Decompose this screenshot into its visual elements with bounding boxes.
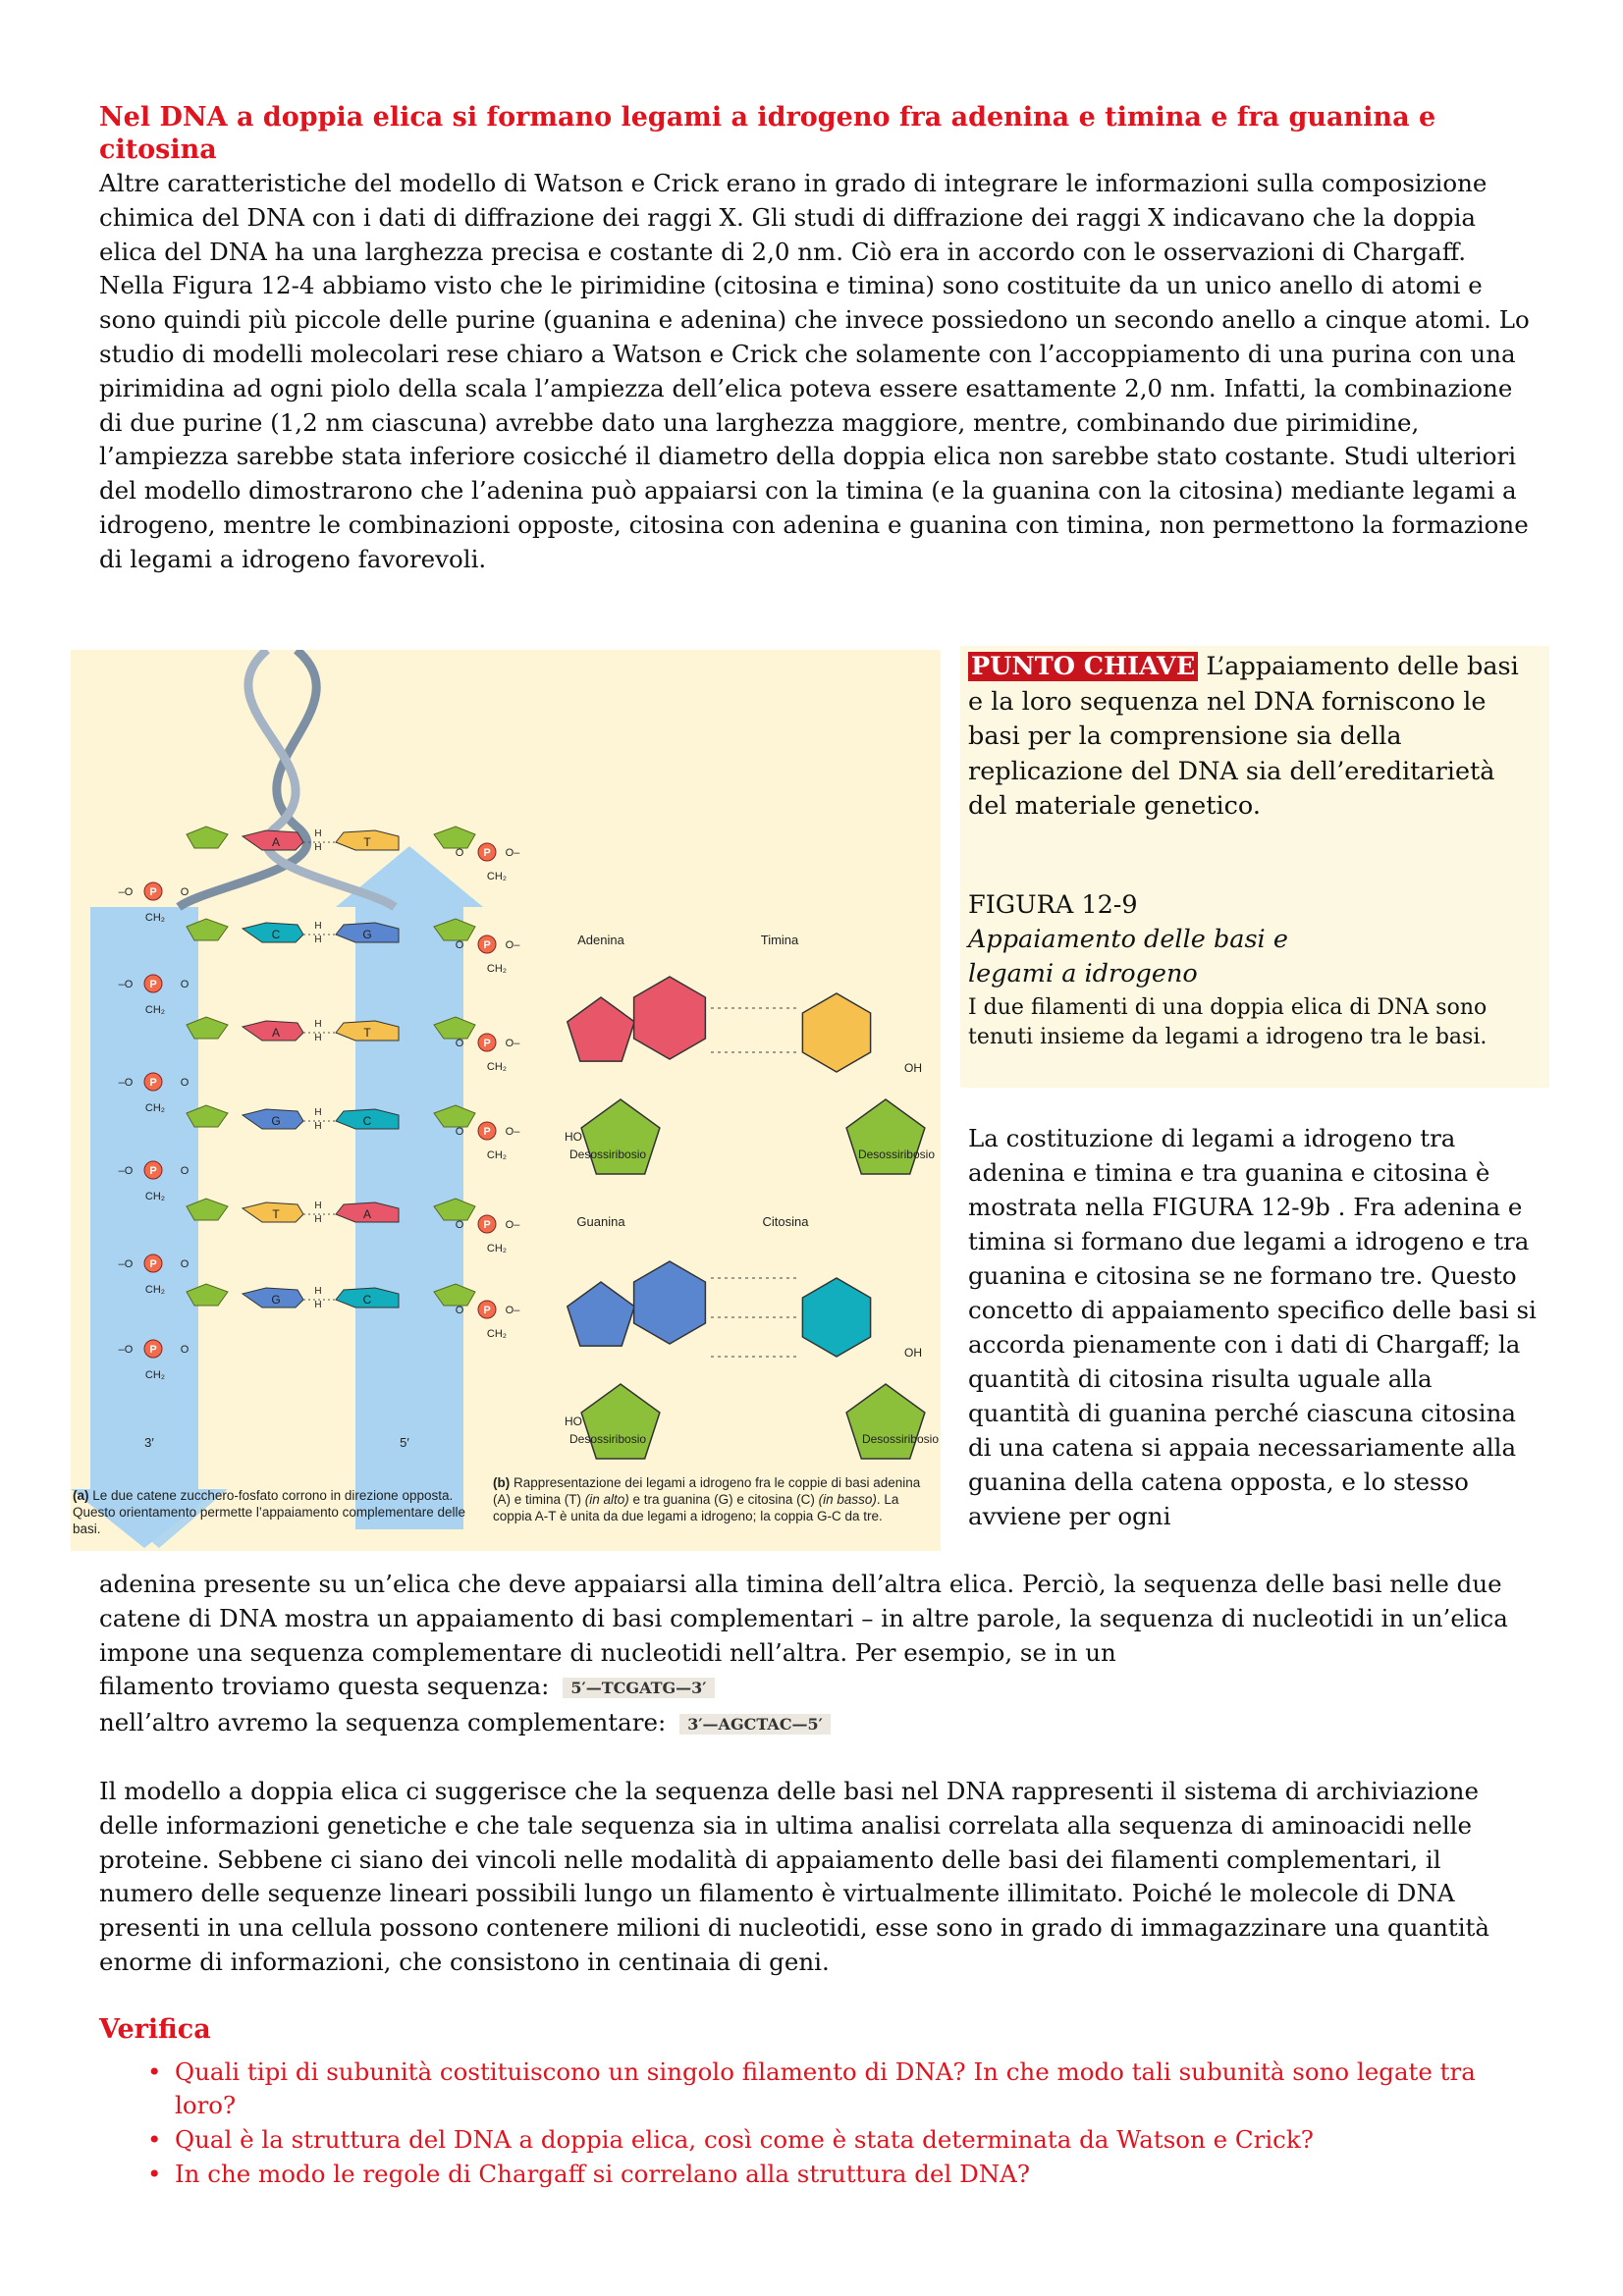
- base-label: A: [271, 835, 281, 849]
- sugar-cytosine: [846, 1384, 925, 1459]
- phosphate-o-label: O–: [505, 847, 520, 859]
- phosphate-o-label: O–: [505, 939, 520, 951]
- hbond-h: H: [314, 1214, 322, 1225]
- base-label: A: [271, 1026, 281, 1040]
- phosphate-o-label: O: [180, 1344, 189, 1356]
- hbond-h: H: [314, 934, 322, 945]
- guanine-hexagon: [634, 1261, 706, 1344]
- sequence-5-3: 5′—TCGATG—3′: [563, 1678, 714, 1698]
- label-desossiribosio: Desossiribosio: [857, 1148, 935, 1161]
- phosphate-label: P: [483, 1305, 491, 1316]
- phosphate-label: P: [483, 1038, 491, 1049]
- figure-caption: I due filamenti di una doppia elica di DNA sono tenuti insieme da legami a idrogeno tra le basi.: [968, 995, 1488, 1049]
- phosphate-label: P: [483, 939, 491, 951]
- keypoint-tag: PUNTO CHIAVE: [968, 652, 1198, 681]
- hbond-h: H: [314, 1033, 322, 1043]
- hbond-h: H: [314, 1201, 322, 1211]
- hbond-h: H: [314, 842, 322, 853]
- phosphate-label: P: [483, 1126, 491, 1138]
- figure-title: Appaiamento delle basi e legami a idrogeno: [968, 925, 1288, 988]
- phosphate-o-label: –O: [118, 979, 134, 990]
- sugar-left: [187, 827, 228, 848]
- label-desossiribosio: Desossiribosio: [569, 1432, 647, 1446]
- paragraph-information-storage: Il modello a doppia elica ci suggerisce che la sequenza delle basi nel DNA rappresenti il sistema di archiviazione delle informazioni genetiche e che tale sequenza sia in ultima analisi correlata alla sequenza di aminoacidi nelle proteine. Sebbene ci siano dei vincoli nelle modalità di appaiamento delle basi dei filamenti complementari, il numero delle sequenze lineari possibili lungo un filamento è virtualmente illimitato. Poiché le molecole di DNA presenti in una cellula possono contenere milioni di nucleotidi, esse sono in grado di immagazzinare una quantità enorme di informazioni, che consistono in centinaia di geni.: [99, 1777, 1489, 1976]
- phosphate-o-label: O: [180, 1077, 189, 1089]
- label-ho: HO: [565, 1415, 582, 1428]
- phosphate-o-label: O: [455, 1305, 464, 1316]
- adenine-hexagon: [634, 977, 706, 1059]
- phosphate-o-label: O: [455, 1038, 464, 1049]
- sugar-adenine: [581, 1099, 660, 1174]
- hbond-h: H: [314, 1019, 322, 1030]
- ch2-label: CH₂: [486, 871, 508, 882]
- verifica-heading: Verifica: [99, 2014, 211, 2045]
- caption-b: (b) Rappresentazione dei legami a idrogeno fra le coppie di basi adenina (A) e timina (T) (in alto) e tra guanina (G) e citosina (C) (in basso). La coppia A-T è unita da due legami a idrogeno; la coppia G-C da tre.: [493, 1475, 921, 1523]
- base-label: G: [362, 928, 372, 941]
- adenine-pentagon: [568, 997, 634, 1061]
- phosphate-label: P: [149, 1165, 157, 1177]
- end-5-label: 5′: [400, 1435, 409, 1450]
- section-heading: Nel DNA a doppia elica si formano legami a idrogeno fra adenina e timina e fra guanina e citosina: [99, 102, 1436, 165]
- figure-number: FIGURA 12-9: [968, 890, 1138, 920]
- label-oh: OH: [904, 1061, 922, 1075]
- phosphate-o-label: O: [180, 1165, 189, 1177]
- label-citosina: Citosina: [762, 1214, 809, 1229]
- phosphate-label: P: [149, 979, 157, 990]
- phosphate-label: P: [483, 1219, 491, 1231]
- labels-group: [565, 933, 939, 1446]
- base-label: C: [362, 1114, 372, 1128]
- sequence-line-2: nell’altro avremo la sequenza complementare: 3′—AGCTAC—5′: [99, 1708, 831, 1736]
- phosphate-label: P: [149, 886, 157, 898]
- phosphate-o-label: –O: [118, 886, 134, 898]
- phosphate-label: P: [149, 1258, 157, 1270]
- verifica-question: • In che modo le regole di Chargaff si correlano alla struttura del DNA?: [147, 2158, 1522, 2191]
- phosphate-o-label: O: [455, 1126, 464, 1138]
- base-label: T: [363, 1026, 371, 1040]
- sequence-3-5: 3′—AGCTAC—5′: [679, 1714, 831, 1735]
- phosphate-o-label: O: [180, 979, 189, 990]
- phosphate-o-label: –O: [118, 1165, 134, 1177]
- hbond-h: H: [314, 1286, 322, 1297]
- phosphate-o-label: –O: [118, 1258, 134, 1270]
- verifica-question: • Qual è la struttura del DNA a doppia elica, così come è stata determinata da Watson e Crick?: [147, 2123, 1522, 2157]
- ch2-label: CH₂: [486, 1243, 508, 1255]
- hbond-h: H: [314, 1121, 322, 1132]
- ch2-label: CH₂: [486, 1149, 508, 1161]
- label-oh: OH: [904, 1346, 922, 1360]
- verifica-question-list: [147, 2056, 1522, 2192]
- phosphate-o-label: O: [180, 886, 189, 898]
- base-label: T: [272, 1207, 280, 1221]
- phosphate-o-label: O: [455, 939, 464, 951]
- paragraph-complementary: adenina presente su un’elica che deve appaiarsi alla timina dell’altra elica. Perciò, la sequenza delle basi nelle due catene di DNA mostra un appaiamento di basi complementari – in altre parole, la sequenza di nucleotidi in un’elica impone una sequenza complementare di nucleotidi nell’altra. Per esempio, se in un: [99, 1570, 1508, 1667]
- sequence-line-1: filamento troviamo questa sequenza: 5′—TCGATG—3′: [99, 1672, 715, 1700]
- phosphate-o-label: O: [180, 1258, 189, 1270]
- label-adenina: Adenina: [577, 933, 624, 947]
- base-label: C: [271, 928, 281, 941]
- thymine-hexagon: [802, 993, 870, 1072]
- phosphate-o-label: O–: [505, 1126, 520, 1138]
- ch2-label: CH₂: [486, 963, 508, 975]
- label-guanina: Guanina: [576, 1214, 625, 1229]
- paragraph-hydrogen-bonds: La costituzione di legami a idrogeno tra adenina e timina e tra guanina e citosina è mostrata nella FIGURA 12-9b . Fra adenina e timina si formano due legami a idrogeno e tra guanina e citosina se ne formano tre. Questo concetto di appaiamento specifico delle basi si accorda pienamente con i dati di Chargaff; la quantità di citosina risulta uguale alla quantità di guanina perché ciascuna citosina di una catena si appaia necessariamente alla guanina della catena opposta, e lo stesso avviene per ogni: [968, 1124, 1537, 1530]
- base-label: G: [271, 1293, 281, 1307]
- cytosine-hexagon: [802, 1278, 870, 1357]
- base-label: G: [271, 1114, 281, 1128]
- label-ho: HO: [565, 1130, 582, 1144]
- label-desossiribosio: Desossiribosio: [569, 1148, 647, 1161]
- ch2-label: CH₂: [144, 1284, 166, 1296]
- base-label: A: [362, 1207, 372, 1221]
- sugar-right: [434, 827, 475, 848]
- phosphate-o-label: O: [455, 847, 464, 859]
- base-label: C: [362, 1293, 372, 1307]
- ch2-label: CH₂: [144, 1191, 166, 1202]
- phosphate-o-label: O: [455, 1219, 464, 1231]
- ch2-label: CH₂: [486, 1061, 508, 1073]
- paragraph-intro: Altre caratteristiche del modello di Watson e Crick erano in grado di integrare le informazioni sulla composizione chimica del DNA con i dati di diffrazione dei raggi X. Gli studi di diffrazione dei raggi X indicavano che la doppia elica del DNA ha una larghezza precisa e costante di 2,0 nm. Ciò era in accordo con le osservazioni di Chargaff. Nella Figura 12-4 abbiamo visto che le pirimidine (citosina e timina) sono costituite da un unico anello di atomi e sono quindi più piccole delle purine (guanina e adenina) che invece possiedono un secondo anello a cinque atomi. Lo studio di modelli molecolari rese chiaro a Watson e Crick che solamente con l’accoppiamento di una purina con una pirimidina ad ogni piolo della scala l’ampiezza dell’elica poteva essere esattamente 2,0 nm. Infatti, la combinazione di due purine (1,2 nm ciascuna) avrebbe dato una larghezza maggiore, mentre, combinando due pirimidine, l’ampiezza sarebbe stata inferiore cosicché il diametro della doppia elica non sarebbe stato costante. Studi ulteriori del modello dimostrarono che l’adenina può appaiarsi con la timina (e la guanina con la citosina) mediante legami a idrogeno, mentre le combinazioni opposte, citosina con adenina e guanina con timina, non permettono la formazione di legami a idrogeno favorevoli.: [99, 169, 1530, 573]
- ch2-label: CH₂: [144, 912, 166, 924]
- caption-a: (a) Le due catene zucchero-fosfato corrono in direzione opposta. Questo orientamento permette l’appaiamento complementare delle basi.: [73, 1488, 465, 1536]
- phosphate-o-label: O–: [505, 1038, 520, 1049]
- base-pairing-diagram: [71, 650, 941, 1551]
- sugar-thymine: [846, 1099, 925, 1174]
- hbond-h: H: [314, 921, 322, 932]
- base-label: T: [363, 835, 371, 849]
- keypoint-text: PUNTO CHIAVE L’appaiamento delle basi e la loro sequenza nel DNA forniscono le basi per la comprensione sia della replicazione del DNA sia dell’ereditarietà del materiale genetico.: [968, 652, 1519, 821]
- figure-12-9-illustration: [71, 650, 941, 1551]
- phosphate-o-label: O–: [505, 1305, 520, 1316]
- ch2-label: CH₂: [144, 1369, 166, 1381]
- ch2-label: CH₂: [144, 1004, 166, 1016]
- verifica-question: • Quali tipi di subunità costituiscono un singolo filamento di DNA? In che modo tali subunità sono legate tra loro?: [147, 2056, 1522, 2122]
- phosphate-label: P: [149, 1077, 157, 1089]
- phosphate-o-label: –O: [118, 1344, 134, 1356]
- sugar-guanine: [581, 1384, 660, 1459]
- phosphate-o-label: –O: [118, 1077, 134, 1089]
- hbond-h: H: [314, 828, 322, 839]
- guanine-pentagon: [568, 1282, 634, 1346]
- end-3-label: 3′: [144, 1435, 154, 1450]
- hbond-h: H: [314, 1300, 322, 1310]
- ch2-label: CH₂: [486, 1328, 508, 1340]
- phosphate-label: P: [483, 847, 491, 859]
- ch2-label: CH₂: [144, 1102, 166, 1114]
- phosphate-label: P: [149, 1344, 157, 1356]
- hbond-h: H: [314, 1107, 322, 1118]
- label-timina: Timina: [760, 933, 799, 947]
- phosphate-o-label: O–: [505, 1219, 520, 1231]
- label-desossiribosio: Desossiribosio: [861, 1432, 939, 1446]
